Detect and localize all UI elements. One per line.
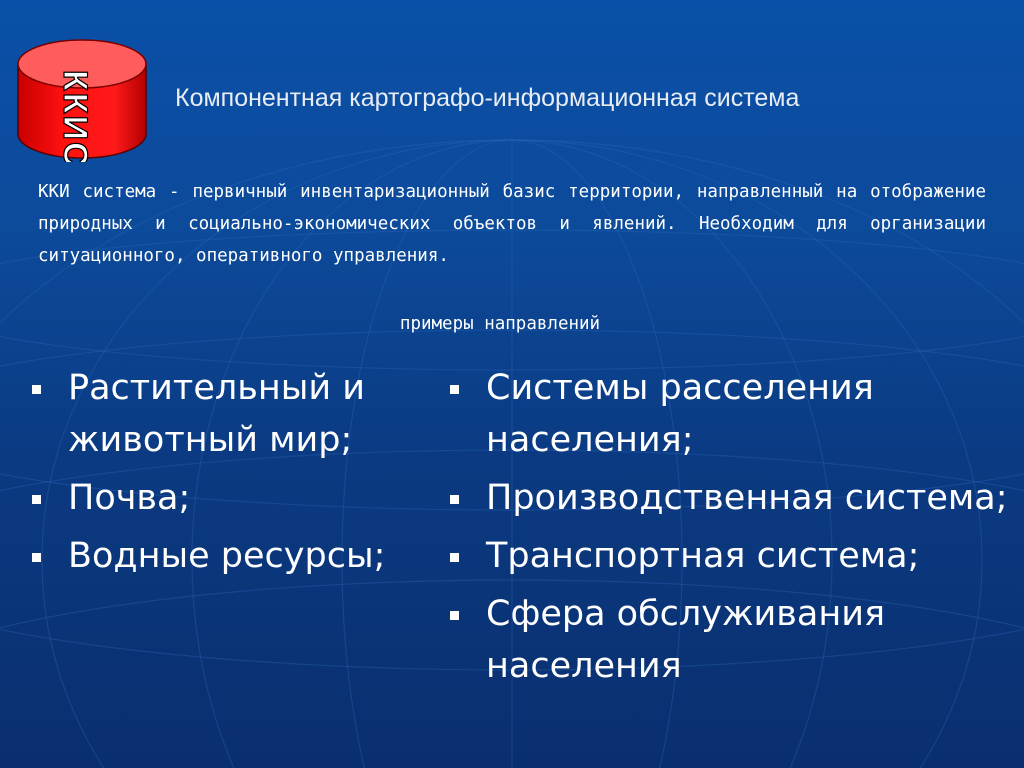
list-item-text: Транспортная система;	[486, 536, 920, 576]
right-bullet-list	[446, 362, 1016, 698]
square-bullet-icon	[450, 553, 459, 562]
square-bullet-icon	[450, 385, 459, 394]
list-item-text: Системы расселения населения;	[486, 368, 874, 460]
list-item	[446, 362, 1016, 466]
square-bullet-icon	[32, 553, 41, 562]
square-bullet-icon	[450, 495, 459, 504]
list-item-text: Почва;	[68, 478, 191, 518]
list-item-text: Растительный и животный мир;	[68, 368, 365, 460]
list-item-text: Сфера обслуживания населения	[486, 594, 886, 686]
kkis-logo	[12, 30, 152, 162]
square-bullet-icon	[450, 611, 459, 620]
list-item	[28, 530, 428, 582]
square-bullet-icon	[32, 495, 41, 504]
examples-caption: примеры направлений	[399, 314, 601, 334]
list-item	[446, 588, 1016, 692]
left-bullet-list	[28, 362, 428, 588]
system-description: ККИ система - первичный инвентаризационный базис территории, направленный на отображение природных и социально-экономических объектов и явлений. Необходим для организации ситуационного, оперативного управления.	[38, 182, 986, 266]
slide-title: Компонентная картографо-информационная система	[175, 84, 800, 112]
list-item-text: Водные ресурсы;	[68, 536, 386, 576]
list-item	[28, 472, 428, 524]
square-bullet-icon	[32, 385, 41, 394]
list-item-text: Производственная система;	[486, 478, 1008, 518]
list-item	[446, 530, 1016, 582]
list-item	[446, 472, 1016, 524]
list-item	[28, 362, 428, 466]
logo-text: ККИС	[56, 70, 94, 162]
